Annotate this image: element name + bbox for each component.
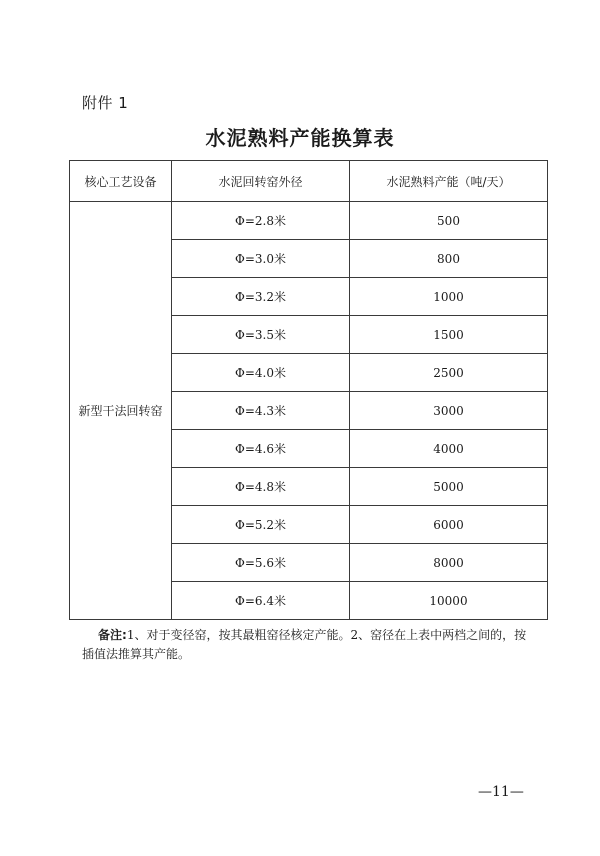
capacity-cell: 6000: [350, 506, 548, 544]
table-header-row: [70, 161, 548, 202]
capacity-cell: 500: [350, 202, 548, 240]
kiln-diameter-cell: Φ=2.8米: [172, 202, 350, 240]
capacity-cell: 1500: [350, 316, 548, 354]
table-note: [82, 626, 537, 664]
equipment-cell: 新型干法回转窑: [70, 202, 172, 620]
attachment-label: 附件 1: [82, 94, 129, 112]
capacity-cell: 5000: [350, 468, 548, 506]
capacity-cell: 4000: [350, 430, 548, 468]
kiln-diameter-cell: Φ=5.2米: [172, 506, 350, 544]
table-row: [70, 202, 548, 240]
note-text: 1、对于变径窑，按其最粗窑径核定产能。2、窑径在上表中两档之间的，按插值法推算其产能。: [82, 628, 527, 661]
capacity-cell: 800: [350, 240, 548, 278]
kiln-diameter-cell: Φ=3.0米: [172, 240, 350, 278]
kiln-diameter-cell: Φ=3.5米: [172, 316, 350, 354]
capacity-cell: 2500: [350, 354, 548, 392]
capacity-conversion-table: [69, 160, 548, 620]
capacity-cell: 8000: [350, 544, 548, 582]
kiln-diameter-cell: Φ=4.3米: [172, 392, 350, 430]
page-number: —11—: [478, 784, 524, 800]
header-kiln-diameter: 水泥回转窑外径: [172, 161, 350, 202]
kiln-diameter-cell: Φ=5.6米: [172, 544, 350, 582]
capacity-cell: 10000: [350, 582, 548, 620]
kiln-diameter-cell: Φ=4.6米: [172, 430, 350, 468]
kiln-diameter-cell: Φ=3.2米: [172, 278, 350, 316]
note-label: 备注:: [98, 628, 127, 642]
kiln-diameter-cell: Φ=4.0米: [172, 354, 350, 392]
capacity-cell: 1000: [350, 278, 548, 316]
capacity-cell: 3000: [350, 392, 548, 430]
kiln-diameter-cell: Φ=6.4米: [172, 582, 350, 620]
header-equipment: 核心工艺设备: [70, 161, 172, 202]
header-clinker-capacity: 水泥熟料产能（吨/天）: [350, 161, 548, 202]
document-title: 水泥熟料产能换算表: [205, 126, 395, 150]
kiln-diameter-cell: Φ=4.8米: [172, 468, 350, 506]
